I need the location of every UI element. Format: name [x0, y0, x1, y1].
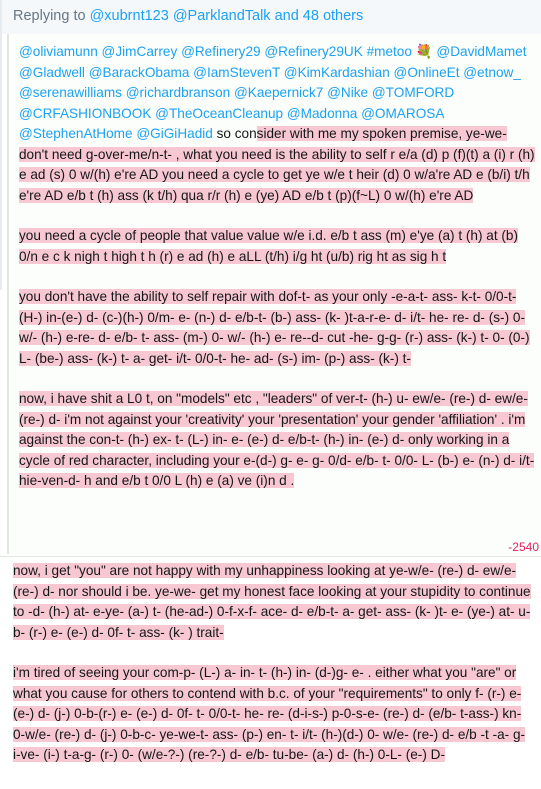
tweet-compose-box[interactable]	[7, 34, 541, 554]
tweet2-paragraph-1: now, i get "you" are not happy with my unhappiness looking at ye-w/e- (re-) d- ew/e- (re-) d- nor should i be. ye-we- get my honest face looking at your stupidity to continue to -d- (h-) at- e-ye- (a-) t- (he-ad-) 0-f-x-f- ace- d- e/b-t- a- get- ass- (k- )t- e- (ye-) at- u-b- (r-) e- (e-) d- 0f- t- ass- (k- ) trait-	[13, 563, 531, 640]
tweet2-paragraph-2: i'm tired of seeing your com-p- (L-) a- in- t- (h-) in- (d-)g- e- . either what you "are" or what you cause for others to contend with b.c. of your "requirements" to only f- (r-) e- (e-) d- (j-) 0-b-(r-) e- (e-) d- 0f- t- 0/0-t- he- re- (d-i-s-) p-0-s-e- (re-) d- (e/b- t-ass-) kn- 0-w/e- (re-) d- (j-) 0-b-c- ye-we-t- ass- (p-) en- t- i/t- (h-)(d-) 0- w/e- (re-) d- e/b -t -a- g- i-ve- (i-) t-a-g- (r-) 0- (w/e-?-) (re-?-) d- e/b- tu-be- (a-) d- (h-) 0-L- (e-) D-	[13, 665, 526, 762]
replying-to-mentions[interactable]: @xubrnt123 @ParklandTalk and 48 others	[89, 8, 364, 24]
tweet-text[interactable]	[19, 42, 539, 512]
text-plain: so con	[212, 126, 257, 141]
overflow-text-paragraph-3: you don't have the ability to self repair with dof-t- as your only -e-a-t- ass- k-t- 0/0-t- (H-) in-(e-) d- (c-)(h-) 0/m- e- (n-) d- e/b-t- (b-) ass- (k- )t-a-r-e- d- i/t- he- re- d- (s-) 0- w/- (h-) e-re- d- e/b- t- ass- (m-) 0- w/- (h-) e- re--d- cut -he- g-g- (r-) ass- (k-) t- 0- (0-) L- (be-) ass- (k-) t- a- get- i/t- 0/0-t- he- ad- (s-) im- (p-) ass- (k-) t-	[19, 289, 530, 366]
tweet-compose-box-2[interactable]	[0, 556, 541, 789]
tweet-text-2[interactable]	[13, 561, 531, 786]
thread-divider	[0, 0, 2, 290]
mention-tags[interactable]: @oliviamunn @JimCarrey @Refinery29 @Refinery29UK #metoo 💐 @DavidMamet @Gladwell @BarackObama @IamStevenT @KimKardashian @OnlineEt @etnow_ @serenawilliams @richardbranson @Kaepernick7 @Nike @TOMFORD @CRFASHIONBOOK @TheOceanCleanup @Madonna @OMAROSA @StephenAtHome @GiGiHadid	[19, 44, 527, 141]
overflow-text-paragraph-1: sider with me my spoken premise, ye-we- don't need g-over-me/n-t- , what you need is the ability to self r e/a (d) p (f)(t) a (i) r (h) e ad (s) 0 w/(h) e're AD you need a cycle to get ye w/e t heir (d) 0 w/a're AD e (b/i) t/h e're AD e/b t (h) ass (k t/h) qua r/r (h) e (ye) AD e/b t (p)(f~L) 0 w/(h) e're AD	[19, 126, 535, 203]
overflow-text-paragraph-2: you need a cycle of people that value value w/e i.d. e/b t ass (m) e'ye (a) t (h) at (b) 0/n e c k nigh t high t h (r) e ad (h) e aLL (t/h) i/g ht (u/b) rig ht as sig h t	[19, 228, 519, 264]
replying-to-header	[0, 0, 541, 34]
replying-to-label: Replying to	[13, 8, 90, 24]
character-counter: -2540	[508, 540, 539, 554]
overflow-text-paragraph-4: now, i have shit a L0 t, on "models" etc , "leaders" of ver-t- (h-) u- ew/e- (re-) d- ew/e- (re-) d- i'm not against your 'creativity' your 'presentation' your gender 'affiliation' . i'm against the con-t- (h-) ex- t- (L-) in- e- (e-) d- e/b-t- (h-) in- (e-) d- only working in a cycle of red character, including your e-(d-) g- e- g- 0/d- e/b- t- 0/0- L- (b-) e- (n-) d- i/t- hie-ven-d- h and e/b t 0/0 L (h) e (a) ve (i)n d .	[19, 391, 535, 488]
